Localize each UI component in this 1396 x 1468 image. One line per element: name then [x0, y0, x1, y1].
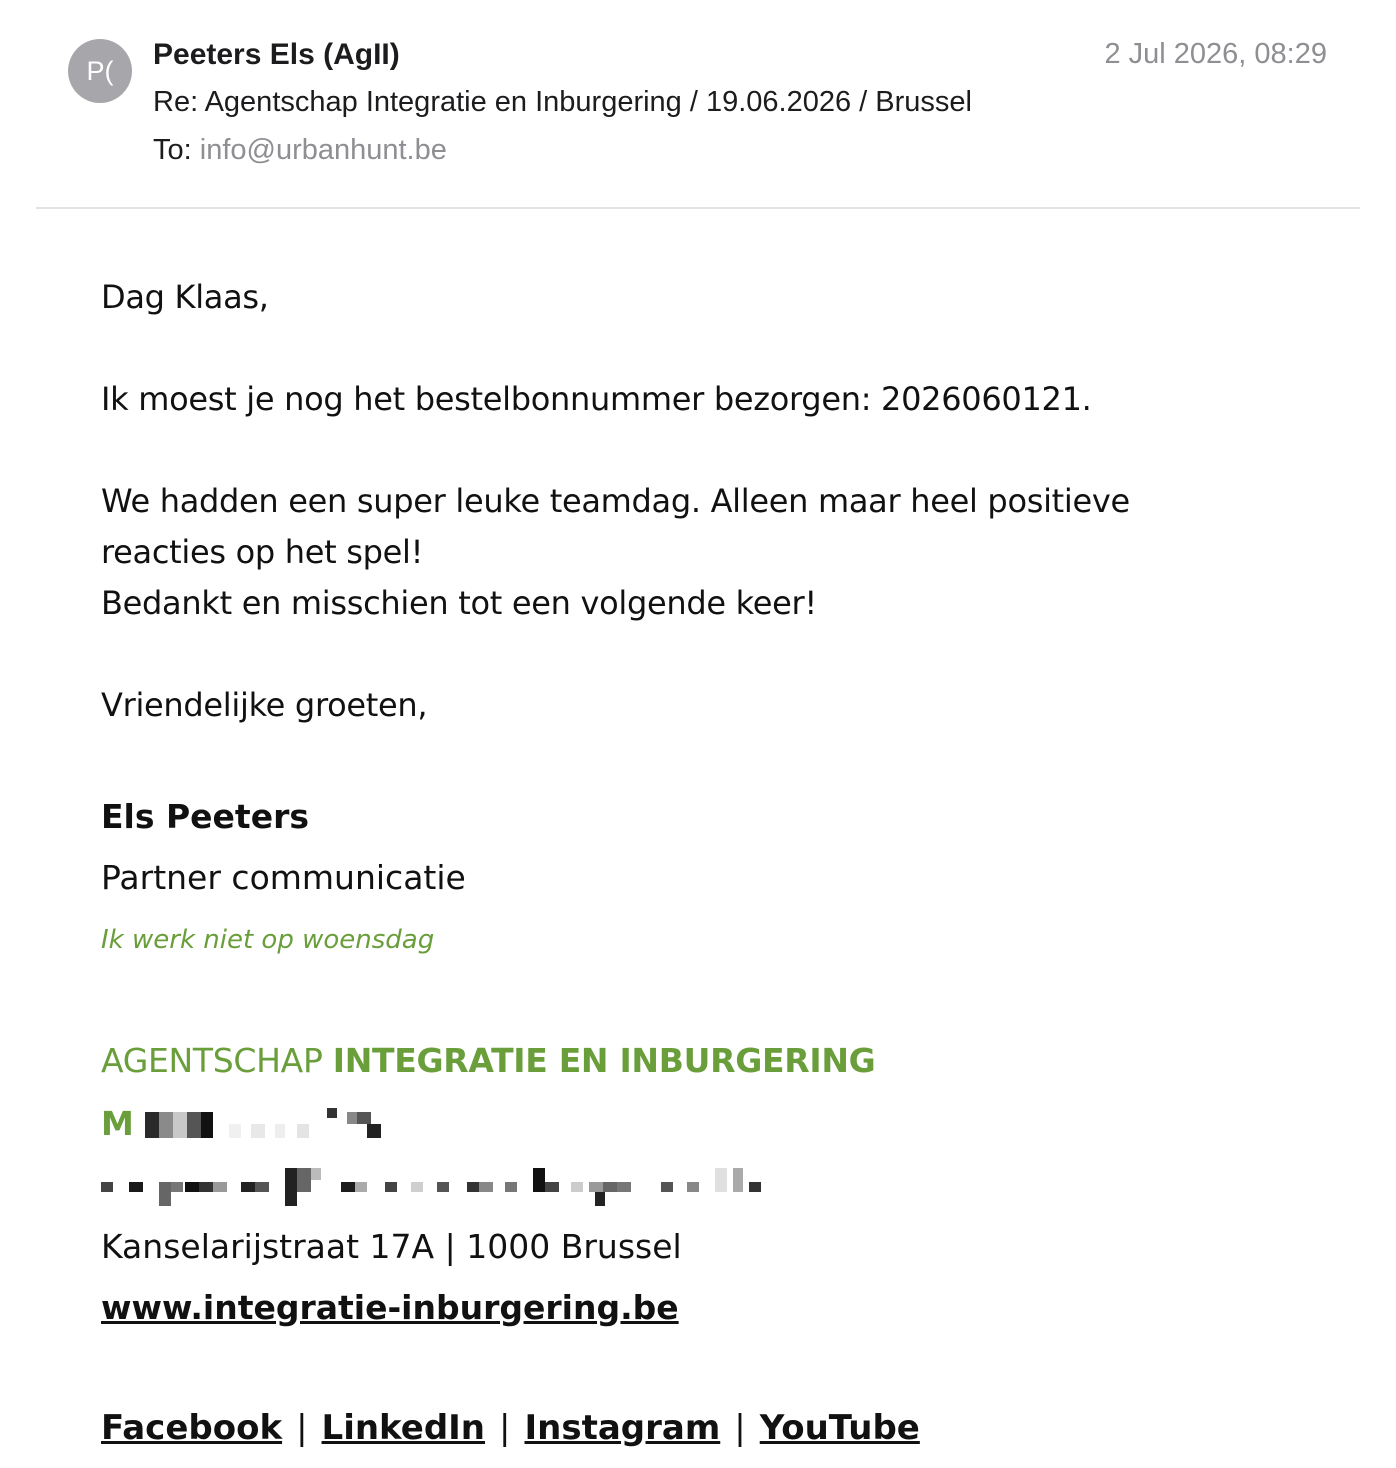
- signature-note: Ik werk niet op woensdag: [101, 925, 435, 955]
- organisation-name-bold: INTEGRATIE EN INBURGERING: [332, 1041, 876, 1080]
- body-paragraph-order-number: Ik moest je nog het bestelbonnummer bezorgen: 2026060121.: [101, 380, 1092, 418]
- social-separator: |: [296, 1408, 308, 1448]
- social-separator: |: [499, 1408, 511, 1448]
- youtube-link[interactable]: YouTube: [759, 1408, 920, 1448]
- signature-role: Partner communicatie: [101, 858, 466, 897]
- closing: Vriendelijke groeten,: [101, 686, 428, 724]
- phone-line-redacted: [101, 1104, 134, 1144]
- sender-name[interactable]: Peeters Els (AgII): [153, 38, 400, 71]
- organisation-name-regular: AGENTSCHAP: [101, 1041, 323, 1080]
- message-date: 2 Jul 2026, 08:29: [1104, 38, 1327, 70]
- greeting: Dag Klaas,: [101, 278, 269, 316]
- message-subject: Re: Agentschap Integratie en Inburgering / 19.06.2026 / Brussel: [153, 86, 972, 118]
- social-links: [101, 1408, 920, 1448]
- website-link[interactable]: www.integratie-inburgering.be: [101, 1288, 679, 1327]
- social-separator: |: [734, 1408, 746, 1448]
- message-header: [0, 0, 1396, 210]
- organisation-name: [101, 1041, 875, 1080]
- body-paragraph-teamday: We hadden een super leuke teamdag. Alleen maar heel positieve: [101, 482, 1130, 520]
- signature-name: Els Peeters: [101, 797, 310, 836]
- linkedin-link[interactable]: LinkedIn: [321, 1408, 486, 1448]
- body-paragraph-teamday-cont: reacties op het spel!: [101, 533, 424, 571]
- postal-address: Kanselarijstraat 17A | 1000 Brussel: [101, 1227, 682, 1266]
- header-divider: [36, 207, 1360, 209]
- recipient-line: [153, 134, 447, 167]
- phone-prefix: M: [101, 1104, 134, 1143]
- to-label: To:: [153, 134, 192, 166]
- email-line-redacted: [101, 1162, 781, 1208]
- sender-avatar[interactable]: P(: [68, 39, 132, 103]
- instagram-link[interactable]: Instagram: [524, 1408, 721, 1448]
- body-paragraph-thanks: Bedankt en misschien tot een volgende keer!: [101, 584, 817, 622]
- facebook-link[interactable]: Facebook: [101, 1408, 283, 1448]
- recipient-address[interactable]: info@urbanhunt.be: [199, 134, 447, 166]
